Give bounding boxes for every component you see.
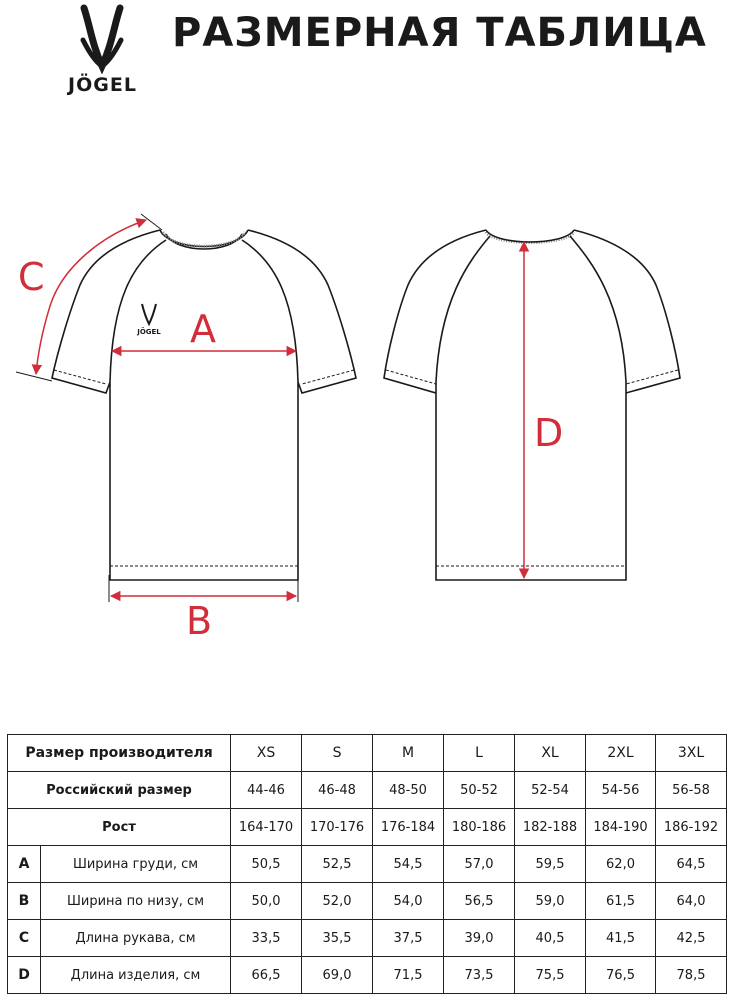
size-cell: L (444, 735, 515, 772)
measurement-value: 75,5 (515, 957, 586, 994)
label-a: A (190, 307, 216, 351)
measurement-value: 54,0 (373, 883, 444, 920)
measurement-value: 64,0 (656, 883, 727, 920)
size-cell: M (373, 735, 444, 772)
measurement-name: Ширина по низу, см (41, 883, 231, 920)
size-cell: 3XL (656, 735, 727, 772)
measurement-value: 57,0 (444, 846, 515, 883)
table-row-russian-size (8, 772, 727, 809)
measurement-value: 66,5 (231, 957, 302, 994)
russian-size-cell: 54-56 (586, 772, 656, 809)
measurement-code: B (8, 883, 41, 920)
russian-size-cell: 52-54 (515, 772, 586, 809)
measurement-value: 41,5 (586, 920, 656, 957)
measurement-name: Ширина груди, см (41, 846, 231, 883)
label-b: B (186, 599, 213, 643)
measurement-value: 42,5 (656, 920, 727, 957)
collar-rib-icon (163, 232, 574, 246)
measurement-value: 33,5 (231, 920, 302, 957)
measurement-value: 59,0 (515, 883, 586, 920)
manufacturer-size-label: Размер производителя (8, 735, 231, 772)
russian-size-label: Российский размер (8, 772, 231, 809)
measurement-value: 62,0 (586, 846, 656, 883)
height-cell: 180-186 (444, 809, 515, 846)
height-label: Рост (8, 809, 231, 846)
size-cell: XL (515, 735, 586, 772)
table-row-height (8, 809, 727, 846)
measurement-value: 39,0 (444, 920, 515, 957)
measurement-code: C (8, 920, 41, 957)
label-d: D (534, 411, 564, 455)
brand-wordmark: JÖGEL (68, 74, 137, 96)
chest-logo-text: JÖGEL (137, 328, 161, 336)
measurement-value: 52,0 (302, 883, 373, 920)
height-cell: 170-176 (302, 809, 373, 846)
measurement-value: 56,5 (444, 883, 515, 920)
label-c: C (18, 255, 45, 299)
russian-size-cell: 44-46 (231, 772, 302, 809)
size-table (7, 734, 727, 994)
measure-b-line (109, 575, 298, 602)
measurement-value: 61,5 (586, 883, 656, 920)
measurement-value: 59,5 (515, 846, 586, 883)
measurement-value: 52,5 (302, 846, 373, 883)
measurement-value: 40,5 (515, 920, 586, 957)
height-cell: 176-184 (373, 809, 444, 846)
measurement-name: Длина рукава, см (41, 920, 231, 957)
measurement-value: 50,0 (231, 883, 302, 920)
measurement-code: A (8, 846, 41, 883)
measurement-value: 78,5 (656, 957, 727, 994)
russian-size-cell: 50-52 (444, 772, 515, 809)
size-cell: XS (231, 735, 302, 772)
measurement-value: 76,5 (586, 957, 656, 994)
table-row-measurement-a (8, 846, 727, 883)
table-row-measurement-c (8, 920, 727, 957)
height-cell: 182-188 (515, 809, 586, 846)
measurement-value: 54,5 (373, 846, 444, 883)
height-cell: 184-190 (586, 809, 656, 846)
page-title: РАЗМЕРНАЯ ТАБЛИЦА (172, 10, 707, 56)
height-cell: 164-170 (231, 809, 302, 846)
shirt-front-icon (52, 230, 356, 580)
table-row-measurement-d (8, 957, 727, 994)
measurement-code: D (8, 957, 41, 994)
chest-logo-icon (136, 304, 161, 336)
logo-mark-icon (50, 4, 155, 74)
measurement-value: 71,5 (373, 957, 444, 994)
size-cell: 2XL (586, 735, 656, 772)
shirt-back-icon (384, 230, 680, 580)
measurement-value: 50,5 (231, 846, 302, 883)
height-cell: 186-192 (656, 809, 727, 846)
russian-size-cell: 56-58 (656, 772, 727, 809)
brand-logo (50, 4, 155, 100)
measurement-name: Длина изделия, см (41, 957, 231, 994)
measurement-value: 64,5 (656, 846, 727, 883)
measurement-value: 73,5 (444, 957, 515, 994)
measurement-diagram (0, 200, 732, 650)
measurement-value: 35,5 (302, 920, 373, 957)
table-row-measurement-b (8, 883, 727, 920)
table-row-manufacturer-size (8, 735, 727, 772)
size-cell: S (302, 735, 373, 772)
measurement-value: 37,5 (373, 920, 444, 957)
russian-size-cell: 48-50 (373, 772, 444, 809)
measurement-value: 69,0 (302, 957, 373, 994)
russian-size-cell: 46-48 (302, 772, 373, 809)
